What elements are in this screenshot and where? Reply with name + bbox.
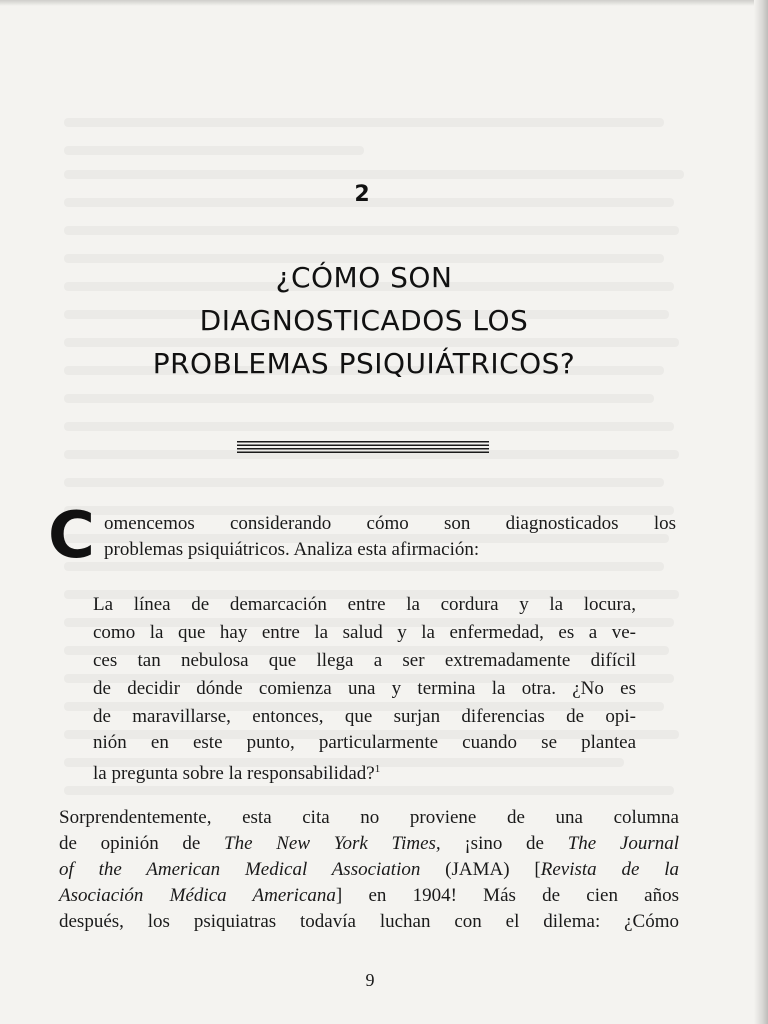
quote-line: La línea de demarcación entre la cordura y la locura,: [93, 594, 636, 615]
body-line: [59, 883, 679, 909]
publication-title: The Journal: [567, 833, 679, 854]
page-number: 9: [365, 970, 375, 990]
chapter-title-line: DIAGNOSTICADOS LOS: [199, 304, 529, 337]
title-divider: [237, 441, 489, 455]
quote-last-line: [93, 756, 636, 787]
body-line: Sorprendentemente, esta cita no proviene de una columna: [59, 807, 679, 828]
drop-cap: C: [48, 499, 95, 573]
quote-line: nión en este punto, particularmente cuando se plantea: [93, 732, 636, 753]
chapter-title-line: PROBLEMAS PSIQUIÁTRICOS?: [152, 347, 576, 380]
quote-line: de maravillarse, entonces, que surjan diferencias de opi-: [93, 706, 636, 727]
footnote-reference: 1: [374, 763, 381, 775]
quote-line: ces tan nebulosa que llega a ser extremadamente difícil: [93, 650, 636, 671]
quote-line: de decidir dónde comienza una y termina la otra. ¿No es: [93, 678, 636, 699]
publication-translation: Asociación Médica Americana: [59, 885, 336, 906]
publication-title: of the American Medical Association: [59, 859, 421, 880]
body-text: ] en 1904! Más de cien años: [335, 885, 679, 906]
page-top-edge: [0, 0, 768, 6]
intro-line: omencemos considerando cómo son diagnosticados los: [104, 513, 676, 534]
intro-line: problemas psiquiátricos. Analiza esta afirmación:: [104, 539, 480, 560]
chapter-number: 2: [354, 182, 370, 207]
publication-translation: Revista de la: [540, 859, 679, 880]
body-line: después, los psiquiatras todavía luchan con el dilema: ¿Cómo: [59, 911, 679, 932]
body-text: ¡sino de: [440, 833, 568, 854]
page-right-edge: [754, 0, 768, 1024]
body-line: [59, 831, 679, 857]
chapter-title-line: ¿CÓMO SON: [275, 261, 453, 294]
body-text: de opinión de: [59, 833, 225, 854]
body-text: (JAMA) [: [420, 859, 541, 880]
quote-text: la pregunta sobre la responsabilidad?: [93, 763, 375, 784]
body-line: [59, 857, 679, 883]
chapter-title: [60, 256, 668, 385]
quote-line: como la que hay entre la salud y la enfermedad, es a ve-: [93, 622, 636, 643]
publication-title: The New York Times,: [224, 833, 441, 854]
